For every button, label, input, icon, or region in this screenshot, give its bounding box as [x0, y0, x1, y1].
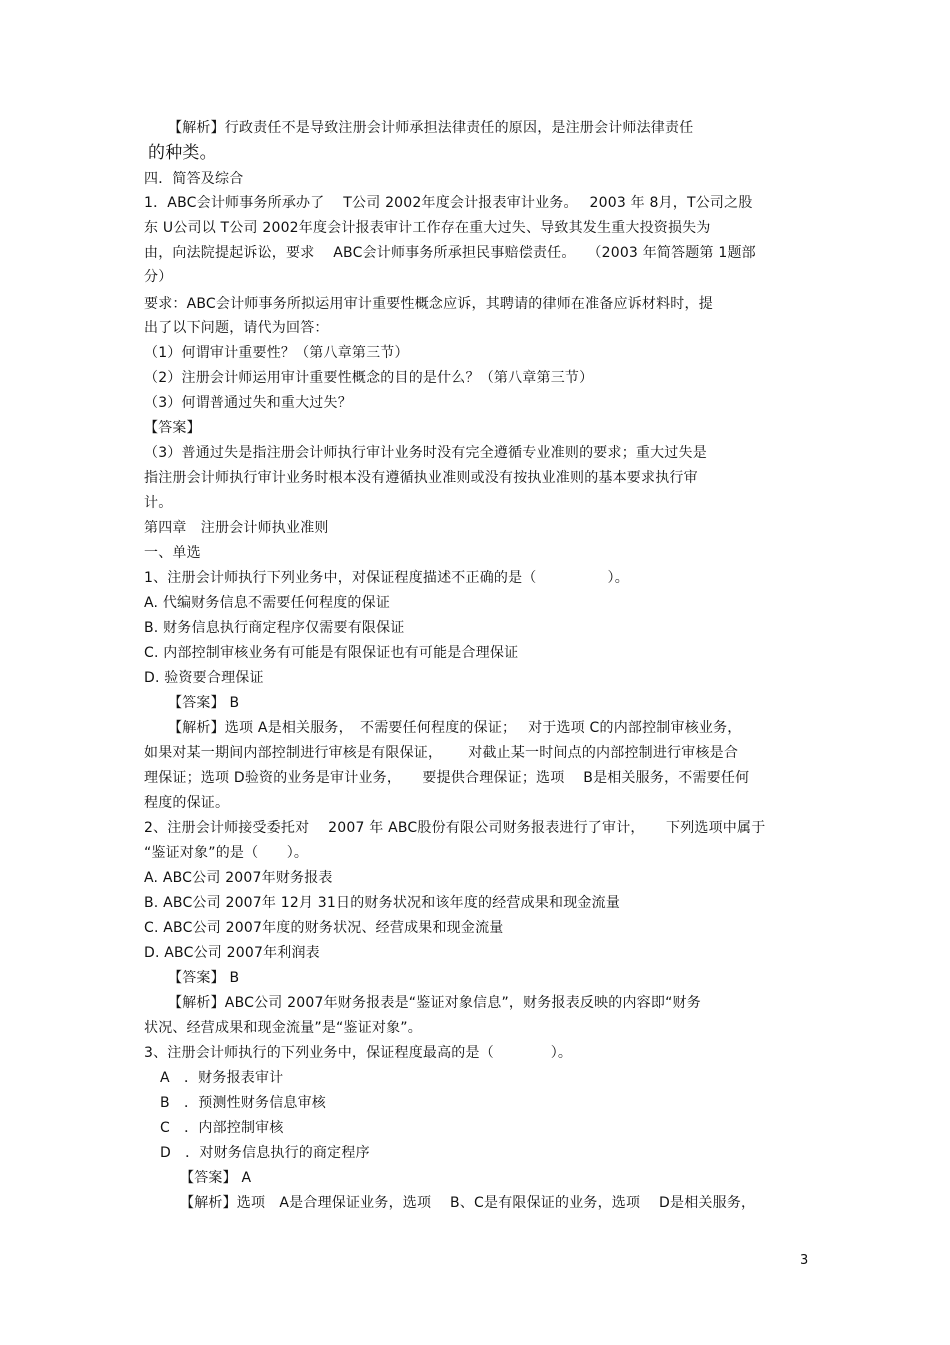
text-line: 的种类。: [148, 143, 217, 163]
option-d: D. 验资要合理保证: [144, 670, 264, 686]
option-d: D ．对财务信息执行的商定程序: [160, 1145, 370, 1161]
chapter-heading: 第四章 注册会计师执业准则: [144, 520, 329, 536]
answer-label: 【答案】 A: [180, 1170, 252, 1186]
question-text: 3、注册会计师执行的下列业务中，保证程度最高的是（ ）。: [144, 1045, 573, 1061]
explanation-line: 程度的保证。: [144, 795, 230, 811]
explanation-line: 状况、经营成果和现金流量”是“鉴证对象”。: [144, 1020, 422, 1036]
explanation-line: 如果对某一期间内部控制进行审核是有限保证， 对截止某一时间点的内部控制进行审核是合: [144, 745, 739, 761]
option-d: D. ABC公司 2007年利润表: [144, 945, 320, 961]
question-item: （2）注册会计师运用审计重要性概念的目的是什么？（第八章第三节）: [144, 370, 594, 386]
explanation-line: 【解析】ABC公司 2007年财务报表是“鉴证对象信息”，财务报表反映的内容即“财务: [168, 995, 701, 1011]
option-b: B ．预测性财务信息审核: [160, 1095, 327, 1111]
option-b: B. ABC公司 2007年 12月 31日的财务状况和该年度的经营成果和现金流量: [144, 895, 621, 911]
explanation-line: 【解析】选项 A是合理保证业务，选项 B、C是有限保证的业务，选项 D是相关服务，: [180, 1195, 756, 1211]
option-a: A. ABC公司 2007年财务报表: [144, 870, 333, 886]
page-number: 3: [800, 1253, 809, 1268]
question-text: 2、注册会计师接受委托对 2007 年 ABC股份有限公司财务报表进行了审计， 下列选项中属于: [144, 820, 766, 836]
text-line: 【解析】行政责任不是导致注册会计师承担法律责任的原因，是注册会计师法律责任: [168, 120, 694, 136]
option-a: A ．财务报表审计: [160, 1070, 284, 1086]
text-line: 计。: [144, 495, 173, 511]
text-line: 东 U公司以 T公司 2002年度会计报表审计工作存在重大过失、导致其发生重大投资损失为: [144, 220, 711, 236]
question-text: “鉴证对象”的是（ ）。: [144, 845, 309, 861]
option-b: B. 财务信息执行商定程序仅需要有限保证: [144, 620, 405, 636]
text-line: 要求：ABC会计师事务所拟运用审计重要性概念应诉，其聘请的律师在准备应诉材料时，提: [144, 296, 713, 312]
answer-label: 【答案】 B: [168, 695, 240, 711]
question-item: （1）何谓审计重要性？（第八章第三节）: [144, 345, 409, 361]
answer-label: 【答案】: [144, 420, 201, 436]
text-line: 由，向法院提起诉讼，要求 ABC会计师事务所承担民事赔偿责任。 （2003 年简答题第 1题部: [144, 245, 756, 261]
option-c: C. ABC公司 2007年度的财务状况、经营成果和现金流量: [144, 920, 504, 936]
text-line: 出了以下问题，请代为回答：: [144, 320, 329, 336]
option-c: C. 内部控制审核业务有可能是有限保证也有可能是合理保证: [144, 645, 519, 661]
text-line: 分）: [144, 269, 173, 285]
text-line: 1．ABC会计师事务所承办了 T公司 2002年度会计报表审计业务。 2003 年 8月，T公司之股: [144, 195, 753, 211]
option-a: A. 代编财务信息不需要任何程度的保证: [144, 595, 391, 611]
answer-label: 【答案】 B: [168, 970, 240, 986]
text-line: 指注册会计师执行审计业务时根本没有遵循执业准则或没有按执业准则的基本要求执行审: [144, 470, 698, 486]
question-text: 1、注册会计师执行下列业务中，对保证程度描述不正确的是（ ）。: [144, 570, 629, 586]
explanation-line: 理保证；选项 D验资的业务是审计业务， 要提供合理保证；选项 B是相关服务，不需要任何: [144, 770, 750, 786]
text-line: （3）普通过失是指注册会计师执行审计业务时没有完全遵循专业准则的要求；重大过失是: [144, 445, 707, 461]
section-heading: 一、单选: [144, 545, 201, 561]
option-c: C ．内部控制审核: [160, 1120, 284, 1136]
question-item: （3）何谓普通过失和重大过失？: [144, 395, 352, 411]
section-heading: 四．简答及综合: [144, 171, 244, 187]
explanation-line: 【解析】选项 A是相关服务， 不需要任何程度的保证； 对于选项 C的内部控制审核业务，: [168, 720, 742, 736]
